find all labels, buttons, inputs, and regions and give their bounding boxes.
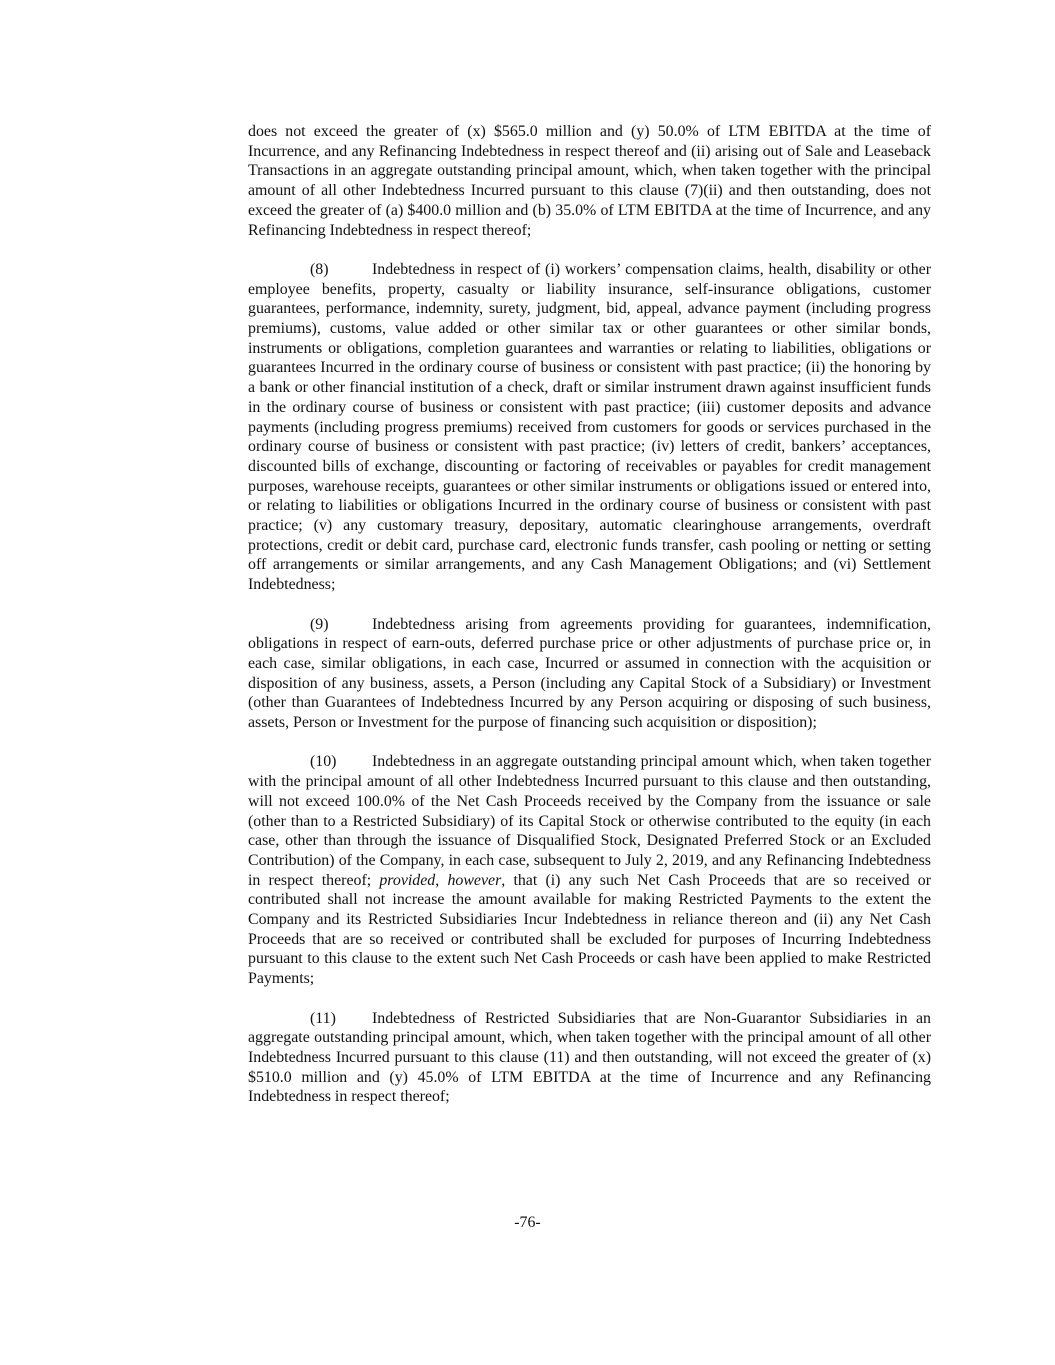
clause-number: (11): [310, 1009, 336, 1027]
clause-number: (9): [310, 615, 329, 633]
clause-text-part-2: , that (i) any such Net Cash Proceeds that are so received or contributed shall not increase the amount available for making Restricted Payments to the extent the Company and its Restricted Subsidiaries Incur Indebtedness in reliance thereon and (ii) any Net Cash Proceeds that are so received or contributed shall be excluded for purposes of Incurring Indebtedness pursuant to this clause to the extent such Net Cash Proceeds or cash have been applied to make Restricted Payments;: [248, 871, 931, 988]
clause-number: (8): [310, 260, 329, 278]
clause-11: [248, 1009, 931, 1108]
clause-text: Indebtedness of Restricted Subsidiaries that are Non-Guarantor Subsidiaries in an aggregate outstanding principal amount, which, when taken together with the principal amount of all other Indebtedness Incurred pursuant to this clause (11) and then outstanding, will not exceed the greater of (x) $510.0 million and (y) 45.0% of LTM EBITDA at the time of Incurrence and any Refinancing Indebtedness in respect thereof;: [248, 1009, 931, 1106]
clause-text: Indebtedness arising from agreements providing for guarantees, indemnification, obligations in respect of earn-outs, deferred purchase price or other adjustments of purchase price or, in each case, similar obligations, in each case, Incurred or assumed in connection with the acquisition or disposition of any business, assets, a Person (including any Capital Stock of a Subsidiary) or Investment (other than Guarantees of Indebtedness Incurred by any Person acquiring or disposing of such business, assets, Person or Investment for the purpose of financing such acquisition or disposition);: [248, 615, 931, 732]
italic-provided: provided: [379, 871, 436, 889]
clause-comma: ,: [435, 871, 448, 889]
clause-text-part-1: Indebtedness in an aggregate outstanding principal amount which, when taken together with the principal amount of all other Indebtedness Incurred pursuant to this clause and then outstanding, will not exceed 100.0% of the Net Cash Proceeds received by the Company from the issuance or sale (other than to a Restricted Subsidiary) of its Capital Stock or otherwise contributed to the equity (in each case, other than through the issuance of Disqualified Stock, Designated Preferred Stock or an Excluded Contribution) of the Company, in each case, subsequent to July 2, 2019, and any Refinancing Indebtedness in respect thereof;: [248, 753, 931, 889]
clause-8: [248, 260, 931, 595]
paragraph-continuation: does not exceed the greater of (x) $565.0 million and (y) 50.0% of LTM EBITDA at the time of Incurrence, and any Refinancing Indebtedness in respect thereof and (ii) arising out of Sale and Leaseback Transactions in an aggregate outstanding principal amount, which, when taken together with the principal amount of all other Indebtedness Incurred pursuant to this clause (7)(ii) and then outstanding, does not exceed the greater of (a) $400.0 million and (b) 35.0% of LTM EBITDA at the time of Incurrence, and any Refinancing Indebtedness in respect thereof;: [248, 123, 931, 239]
italic-however: however: [447, 871, 502, 889]
clause-9: [248, 615, 931, 733]
document-page: [248, 122, 931, 1127]
clause-10: [248, 752, 931, 988]
page-number: -76-: [514, 1214, 541, 1231]
clause-number: (10): [310, 753, 337, 771]
clause-text: Indebtedness in respect of (i) workers’ compensation claims, health, disability or other employee benefits, property, casualty or liability insurance, self-insurance obligations, customer guarantees, performance, indemnity, surety, judgment, bid, appeal, advance payment (including progress premiums), customs, value added or other similar tax or other guarantees or other similar bonds, instruments or obligations, completion guarantees and warranties or relating to liabilities, obligations or guarantees Incurred in the ordinary course of business or consistent with past practice; (ii) the honoring by a bank or other financial institution of a check, draft or similar instrument drawn against insufficient funds in the ordinary course of business or consistent with past practice; (iii) customer deposits and advance payments (including progress premiums) received from customers for goods or services purchased in the ordinary course of business or consistent with past practice; (iv) letters of credit, bankers’ acceptances, discounted bills of exchange, discounting or factoring of receivables or payables for credit management purposes, warehouse receipts, guarantees or other similar instruments or obligations issued or entered into, or relating to liabilities or obligations Incurred in the ordinary course of business or consistent with past practice; (v) any customary treasury, depositary, automatic clearinghouse arrangements, overdraft protections, credit or debit card, purchase card, electronic funds transfer, cash pooling or netting or setting off arrangements or similar arrangements, and any Cash Management Obligations; and (vi) Settlement Indebtedness;: [248, 260, 931, 594]
